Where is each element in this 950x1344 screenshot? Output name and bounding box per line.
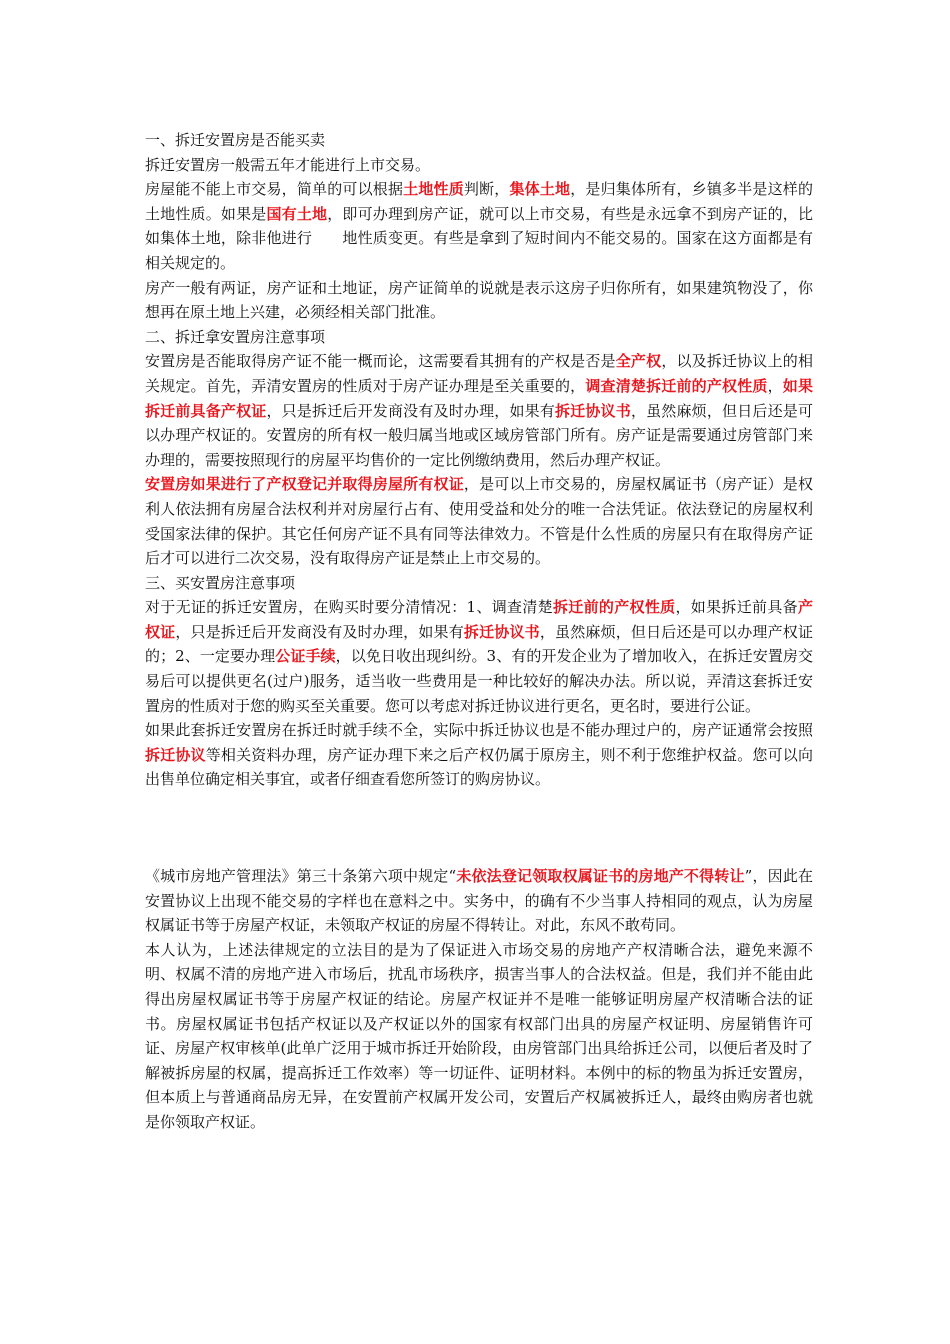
section-1-heading: 一、拆迁安置房是否能买卖 [145,131,326,149]
highlight-has-cert: 如果拆迁前具备产权证 [145,376,813,420]
highlight-state-land: 国有土地 [266,204,328,223]
section-4-para-2: 本人认为，上述法律规定的立法目的是为了保证进入市场交易的房地产产权清晰合法，避免来源不明、权属不清的房地产进入市场后，扰乱市场秩序，损害当事人的合法权益。但是，我们并不能由此得出房屋权属证书等于房屋产权证的结论。房屋产权证并不是唯一能够证明房屋产权清晰合法的证书。房屋权属证书包括产权证以及产权证以外的国家有权部门出具的房屋产权证明、房屋销售许可证、房屋产权审核单(此单广泛用于城市拆迁开始阶段，由房管部门出具给拆迁公司，以便后者及时了解被拆房屋的权属，提高拆迁工作效率）等一切证件、证明材料。本例中的标的物虽为拆迁安置房，但本质上与普通商品房无异，在安置前产权属开发公司，安置后产权属被拆迁人，最终由购房者也就是你领取产权证。 [145,940,813,1131]
highlight-notary: 公证手续 [275,647,336,666]
section-3-para-2: 如果此套拆迁安置房在拆迁时就手续不全，实际中拆迁协议也是不能办理过户的，房产证通常会按照拆迁协议等相关资料办理，房产证办理下来之后产权仍属于原房主，则不利于您维护权益。您可以向出售单位确定相关事宜，或者仔细查看您所签订的购房协议。 [145,721,813,789]
section-4-para-1: 《城市房地产管理法》第三十条第六项中规定“未依法登记领取权属证书的房地产不得转让”，因此在安置协议上出现不能交易的字样也在意料之中。实务中，的确有不少当事人持相同的观点，认为房屋权属证书等于房屋产权证，未领取产权证的房屋不得转让。对此，东风不敢苟同。 [145,867,814,935]
section-3-para-1: 对于无证的拆迁安置房，在购买时要分清情况：1、调查清楚拆迁前的产权性质，如果拆迁前具备产权证，只是拆迁后开发商没有及时办理，如果有拆迁协议书，虽然麻烦，但日后还是可以办理产权证的；2、一定要办理公证手续，以免日收出现纠纷。3、有的开发企业为了增加收入，在拆迁安置房交易后可以提供更名(过户)服务，适当收一些费用是一种比较好的解决办法。所以说，弄清这套拆迁安置房的性质对于您的购买至关重要。您可以考虑对拆迁协议进行更名，更名时，要进行公证。 [145,598,814,715]
highlight-agreement-2: 拆迁协议书 [463,622,540,641]
document-page [145,128,813,1135]
section-1-para-1: 拆迁安置房一般需五年才能进行上市交易。 [145,155,431,174]
highlight-registered: 安置房如果进行了产权登记并取得房屋所有权证 [145,475,464,494]
spacer [145,792,813,864]
highlight-cert: 产权证 [145,598,813,641]
highlight-investigate: 调查清楚拆迁前的产权性质 [585,376,768,395]
highlight-land-nature: 土地性质 [403,180,464,199]
section-2-heading: 二、拆迁拿安置房注意事项 [145,327,326,346]
highlight-collective-land: 集体土地 [509,180,571,199]
highlight-agreement-3: 拆迁协议 [145,745,206,764]
highlight-full-property: 全产权 [615,352,662,371]
highlight-agreement: 拆迁协议书 [555,401,631,420]
highlight-law-clause: 未依法登记领取权属证书的房地产不得转让 [456,867,745,886]
section-2-para-1: 安置房是否能取得房产证不能一概而论，这需要看其拥有的产权是否是全产权，以及拆迁协议上的相关规定。首先，弄清安置房的性质对于房产证办理是至关重要的，调查清楚拆迁前的产权性质，如果拆迁前具备产权证，只是拆迁后开发商没有及时办理，如果有拆迁协议书，虽然麻烦，但日后还是可以办理产权证的。安置房的所有权一般归属当地或区域房管部门所有。房产证是需要通过房管部门来办理的，需要按照现行的房屋平均售价的一定比例缴纳费用，然后办理产权证。 [145,352,813,469]
highlight-prior-nature: 拆迁前的产权性质 [552,598,676,617]
section-3-heading: 三、买安置房注意事项 [145,573,296,592]
section-1-para-2: 房屋能不能上市交易，简单的可以根据土地性质判断，集体土地，是归集体所有，乡镇多半是这样的土地性质。如果是国有土地，即可办理到房产证，就可以上市交易，有些是永远拿不到房产证的，比如集体土地，除非他进行 地性质变更。有些是拿到了短时间内不能交易的。国家在这方面都是有相关规定的。 [145,180,813,272]
section-1-para-3: 房产一般有两证，房产证和土地证，房产证简单的说就是表示这房子归你所有，如果建筑物没了，你想再在原土地上兴建，必须经相关部门批准。 [145,278,813,322]
section-2-para-2: 安置房如果进行了产权登记并取得房屋所有权证，是可以上市交易的，房屋权属证书（房产证）是权利人依法拥有房屋合法权利并对房屋行占有、使用受益和处分的唯一合法凭证。依法登记的房屋权利受国家法律的保护。其它任何房产证不具有同等法律效力。不管是什么性质的房屋只有在取得房产证后才可以进行二次交易，没有取得房产证是禁止上市交易的。 [145,475,813,568]
